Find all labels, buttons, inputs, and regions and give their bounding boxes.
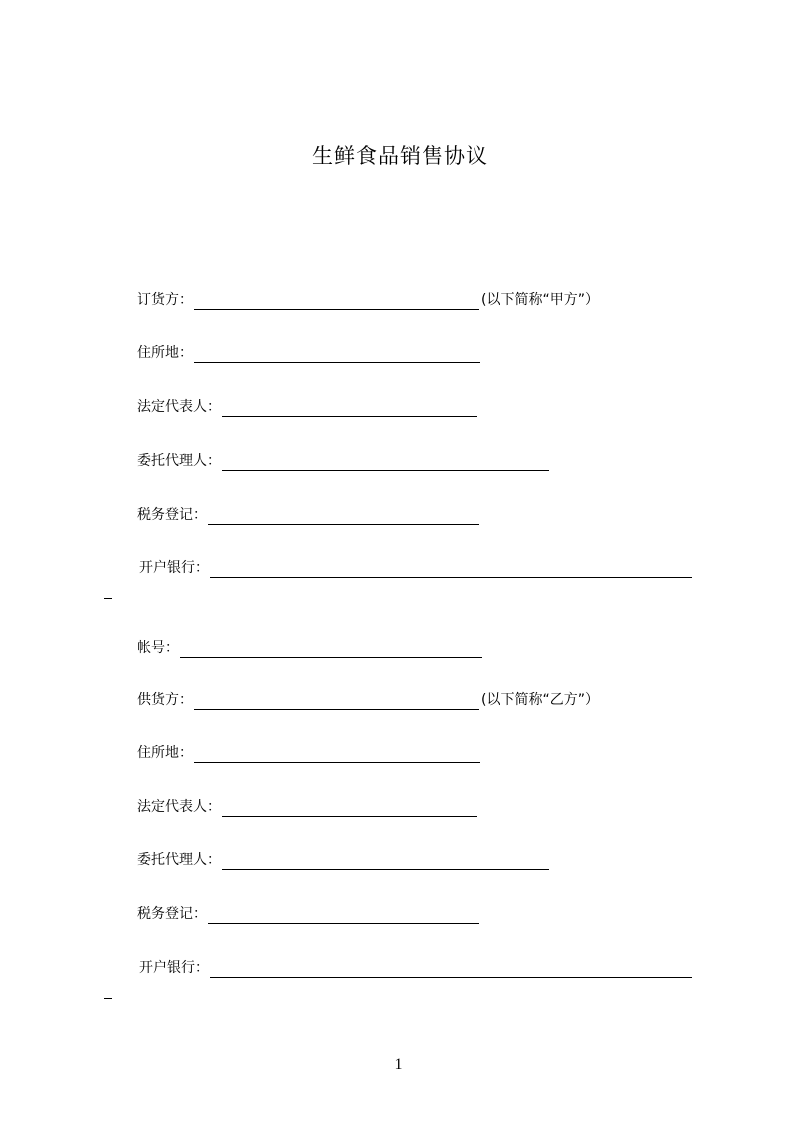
seller-party-blank[interactable]: [194, 694, 479, 710]
seller-tax-blank[interactable]: [208, 908, 479, 924]
seller-legal-rep-blank[interactable]: [222, 801, 477, 817]
buyer-bank-blank[interactable]: [210, 562, 692, 578]
seller-address-field: [137, 743, 480, 763]
buyer-legal-rep-blank[interactable]: [222, 401, 477, 417]
buyer-account-label: 帐号：: [137, 640, 179, 656]
buyer-party-label: 订货方：: [137, 292, 193, 308]
buyer-agent-label: 委托代理人：: [137, 453, 221, 469]
buyer-party-suffix: (以下简称“甲方”）: [481, 292, 599, 308]
seller-legal-rep-label: 法定代表人：: [137, 799, 221, 815]
seller-address-label: 住所地：: [137, 745, 193, 761]
buyer-legal-rep-label: 法定代表人：: [137, 399, 221, 415]
seller-agent-blank[interactable]: [222, 854, 549, 870]
seller-legal-rep-field: [137, 797, 477, 817]
seller-address-blank[interactable]: [194, 747, 480, 763]
seller-tax-label: 税务登记：: [137, 906, 207, 922]
buyer-agent-blank[interactable]: [222, 455, 549, 471]
seller-bank-label: 开户银行：: [139, 960, 209, 976]
seller-agent-field: [137, 850, 549, 870]
buyer-bank-field: [139, 558, 692, 578]
buyer-tax-label: 税务登记：: [137, 507, 207, 523]
seller-tax-field: [137, 904, 479, 924]
document-title: 生鲜食品销售协议: [312, 144, 488, 168]
buyer-party-blank[interactable]: [194, 294, 479, 310]
buyer-party-field: [137, 290, 599, 310]
buyer-tax-blank[interactable]: [208, 509, 479, 525]
seller-party-suffix: (以下简称“乙方”）: [481, 692, 599, 708]
page-number: 1: [394, 1056, 403, 1073]
seller-party-field: [137, 690, 599, 710]
buyer-agent-field: [137, 451, 549, 471]
seller-bank-wrap-dash: [104, 998, 112, 999]
buyer-tax-field: [137, 505, 479, 525]
seller-party-label: 供货方：: [137, 692, 193, 708]
seller-bank-field: [139, 958, 692, 978]
buyer-account-field: [137, 638, 482, 658]
buyer-address-blank[interactable]: [194, 347, 480, 363]
buyer-bank-wrap-dash: [104, 598, 112, 599]
seller-agent-label: 委托代理人：: [137, 852, 221, 868]
buyer-account-blank[interactable]: [180, 642, 482, 658]
buyer-legal-rep-field: [137, 397, 477, 417]
seller-bank-blank[interactable]: [210, 962, 692, 978]
buyer-address-field: [137, 343, 480, 363]
buyer-address-label: 住所地：: [137, 345, 193, 361]
buyer-bank-label: 开户银行：: [139, 560, 209, 576]
